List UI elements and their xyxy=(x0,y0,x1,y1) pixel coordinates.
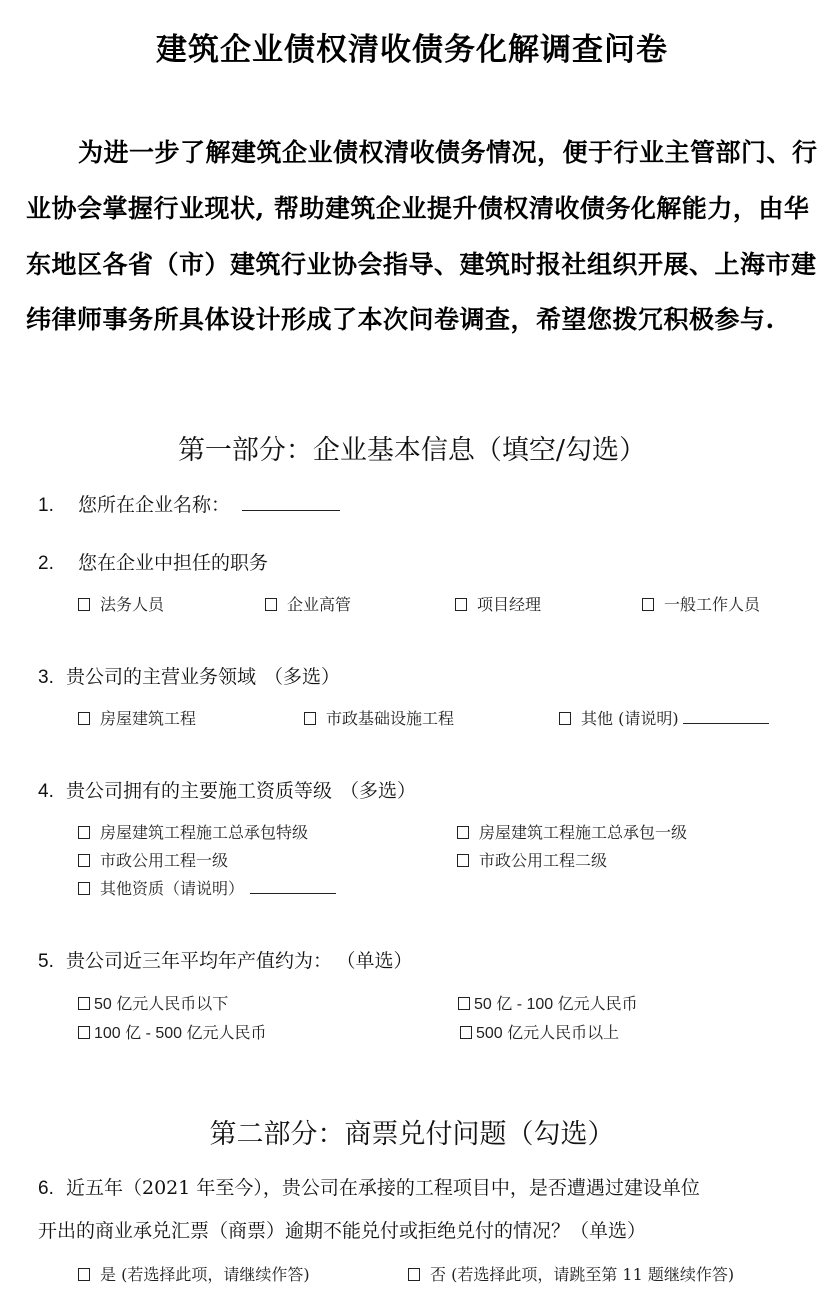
option-50-100[interactable] xyxy=(458,991,638,1014)
option-housing-special-grade[interactable] xyxy=(78,820,308,843)
section-title-part1: 第一部分：企业基本信息（填空/勾选） xyxy=(177,435,647,466)
checkbox-icon[interactable] xyxy=(265,598,277,611)
section-title-part2: 第二部分：商票兑付问题（勾选） xyxy=(209,1119,615,1150)
option-label: 500 亿元人民币以上 xyxy=(476,1025,620,1042)
option-label: 50 亿元人民币以下 xyxy=(94,996,229,1013)
option-label: 企业高管 xyxy=(287,595,352,614)
option-below-50[interactable] xyxy=(78,991,228,1014)
checkbox-icon[interactable] xyxy=(78,1268,90,1281)
option-housing-first-grade[interactable] xyxy=(457,820,687,843)
option-no[interactable] xyxy=(408,1262,734,1285)
option-yes[interactable] xyxy=(78,1262,310,1285)
checkbox-icon[interactable] xyxy=(460,1026,472,1039)
option-executive[interactable] xyxy=(265,592,351,615)
checkbox-icon[interactable] xyxy=(457,854,469,867)
intro-line: 纬律师事务所具体设计形成了本次问卷调查，希望您拨冗积极参与. xyxy=(26,305,775,334)
option-general-staff[interactable] xyxy=(642,592,760,615)
checkbox-icon[interactable] xyxy=(78,882,90,895)
option-label: 否 (若选择此项，请跳至第 11 题继续作答) xyxy=(430,1265,735,1284)
intro-line: 为进一步了解建筑企业债权清收债务情况，便于行业主管部门、行 xyxy=(78,138,818,167)
checkbox-icon[interactable] xyxy=(559,712,571,725)
option-label: 市政公用工程二级 xyxy=(479,851,608,870)
question-6-line2: 开出的商业承兑汇票（商票）逾期不能兑付或拒绝兑付的情况？（单选） xyxy=(38,1220,647,1242)
question-mode: （单选） xyxy=(346,950,413,972)
checkbox-icon[interactable] xyxy=(458,997,470,1010)
option-project-manager[interactable] xyxy=(455,592,541,615)
question-3 xyxy=(38,662,340,689)
option-other-qualification[interactable] xyxy=(78,876,336,899)
option-label: 是 (若选择此项，请继续作答) xyxy=(100,1265,310,1284)
question-text: 您所在企业名称： xyxy=(78,494,231,516)
option-label: 项目经理 xyxy=(477,595,542,614)
question-number: 2. xyxy=(38,553,54,574)
option-housing-construction[interactable] xyxy=(78,706,196,729)
option-label: 房屋建筑工程 xyxy=(100,709,197,728)
checkbox-icon[interactable] xyxy=(642,598,654,611)
option-label: 50 亿 - 100 亿元人民币 xyxy=(474,996,638,1013)
checkbox-icon[interactable] xyxy=(78,1026,90,1039)
option-label: 房屋建筑工程施工总承包一级 xyxy=(479,823,688,842)
option-legal-staff[interactable] xyxy=(78,592,164,615)
checkbox-icon[interactable] xyxy=(304,712,316,725)
checkbox-icon[interactable] xyxy=(78,712,90,725)
question-6 xyxy=(38,1173,700,1200)
option-label: 房屋建筑工程施工总承包特级 xyxy=(100,823,309,842)
checkbox-icon[interactable] xyxy=(457,826,469,839)
question-5 xyxy=(38,946,413,973)
document-title: 建筑企业债权清收债务化解调查问卷 xyxy=(156,32,668,68)
option-label: 100 亿 - 500 亿元人民币 xyxy=(94,1025,267,1042)
company-name-blank[interactable] xyxy=(242,496,340,511)
option-municipal-second-grade[interactable] xyxy=(457,848,607,871)
question-number: 1. xyxy=(38,495,54,516)
question-mode: （多选） xyxy=(264,666,341,688)
option-other-business[interactable] xyxy=(559,706,769,729)
option-label: 一般工作人员 xyxy=(664,595,761,614)
other-qualification-blank[interactable] xyxy=(250,879,336,894)
option-municipal-infrastructure[interactable] xyxy=(304,706,454,729)
question-text: 贵公司的主营业务领域 xyxy=(66,666,257,688)
question-number: 5. xyxy=(38,951,54,972)
option-label: 其他 (请说明) xyxy=(581,709,679,728)
option-100-500[interactable] xyxy=(78,1020,267,1043)
option-label: 市政基础设施工程 xyxy=(326,709,455,728)
checkbox-icon[interactable] xyxy=(78,826,90,839)
checkbox-icon[interactable] xyxy=(78,854,90,867)
question-number: 4. xyxy=(38,781,54,802)
question-mode: （多选） xyxy=(340,780,417,802)
checkbox-icon[interactable] xyxy=(408,1268,420,1281)
question-text: 贵公司拥有的主要施工资质等级 xyxy=(66,780,333,802)
question-4 xyxy=(38,776,416,803)
other-business-blank[interactable] xyxy=(683,709,769,724)
question-2 xyxy=(38,548,268,575)
question-1 xyxy=(38,490,340,517)
option-label: 法务人员 xyxy=(100,595,165,614)
checkbox-icon[interactable] xyxy=(78,598,90,611)
option-municipal-first-grade[interactable] xyxy=(78,848,228,871)
question-text-line1: 近五年（2021 年至今），贵公司在承接的工程项目中，是否遭遇过建设单位 xyxy=(66,1177,700,1199)
question-text: 您在企业中担任的职务 xyxy=(78,552,269,574)
option-label: 其他资质（请说明） xyxy=(100,879,245,898)
option-label: 市政公用工程一级 xyxy=(100,851,229,870)
option-above-500[interactable] xyxy=(460,1020,619,1043)
question-number: 3. xyxy=(38,667,54,688)
question-number: 6. xyxy=(38,1178,54,1199)
question-text: 贵公司近三年平均年产值约为： xyxy=(66,950,333,972)
checkbox-icon[interactable] xyxy=(78,997,90,1010)
intro-line: 业协会掌握行业现状, 帮助建筑企业提升债权清收债务化解能力，由华 xyxy=(26,194,810,223)
checkbox-icon[interactable] xyxy=(455,598,467,611)
intro-line: 东地区各省（市）建筑行业协会指导、建筑时报社组织开展、上海市建 xyxy=(26,250,817,279)
